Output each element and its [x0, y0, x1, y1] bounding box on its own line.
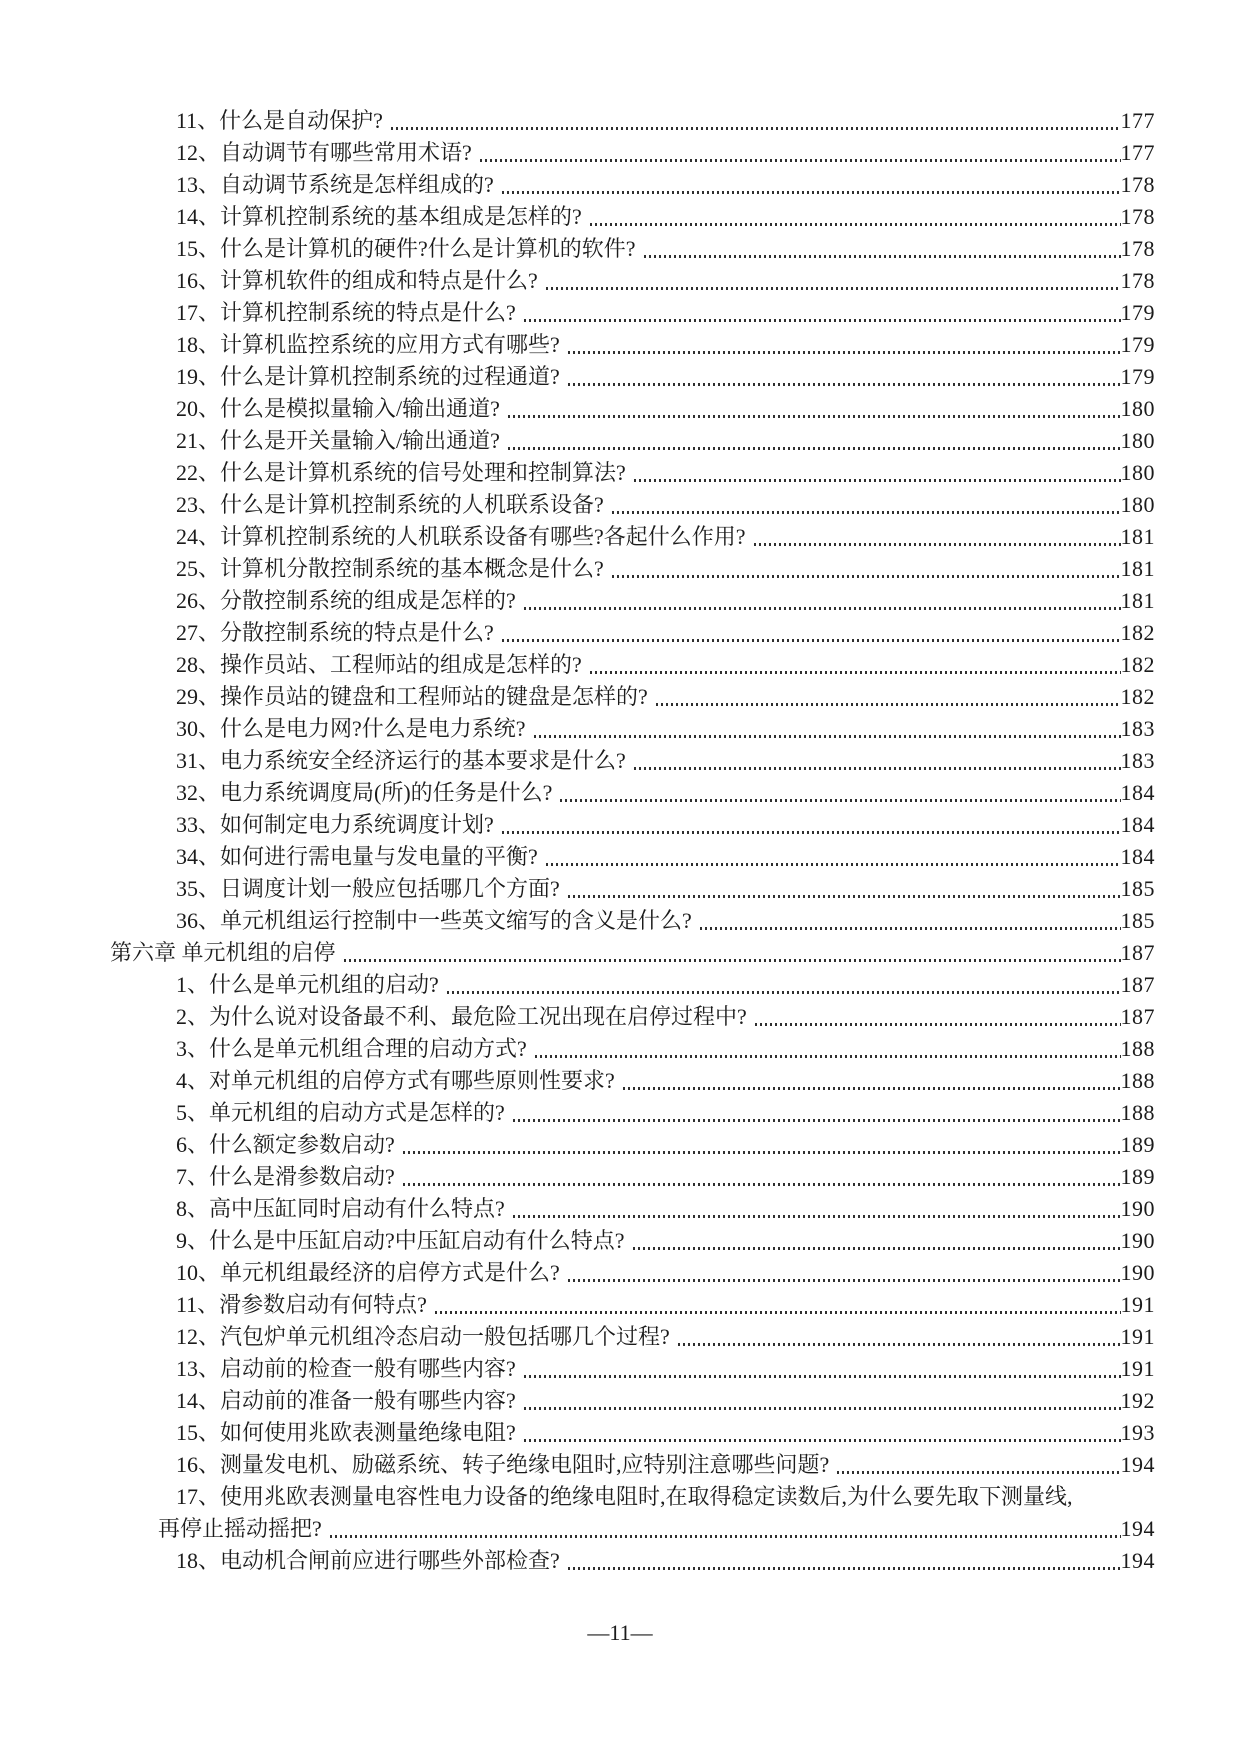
toc-entry-page: 182 [1120, 684, 1155, 709]
toc-entry-label: 27、分散控制系统的特点是什么? [176, 620, 494, 645]
dot-leader [391, 127, 1121, 130]
toc-entry-page: 194 [1120, 1548, 1155, 1573]
dot-leader [502, 639, 1121, 642]
toc-row [110, 105, 1155, 137]
toc-entry-page: 180 [1120, 460, 1155, 485]
toc-row [110, 297, 1155, 329]
toc-entry-page: 189 [1120, 1132, 1155, 1157]
toc-entry-page: 185 [1120, 876, 1155, 901]
page-number-footer [0, 1620, 1240, 1646]
toc-entry-page: 194 [1120, 1452, 1155, 1477]
toc-entry-page: 178 [1120, 268, 1155, 293]
dot-leader [447, 991, 1121, 994]
toc-entry-label: 28、操作员站、工程师站的组成是怎样的? [176, 652, 582, 677]
toc-row [110, 1193, 1155, 1225]
dot-leader [568, 1567, 1121, 1570]
toc-entry-label: 2、为什么说对设备最不利、最危险工况出现在启停过程中? [176, 1004, 747, 1029]
toc-row [110, 649, 1155, 681]
toc-entry-label: 13、自动调节系统是怎样组成的? [176, 172, 494, 197]
dot-leader [480, 159, 1121, 162]
dot-leader [568, 1279, 1121, 1282]
toc-row [110, 809, 1155, 841]
dot-leader [633, 1247, 1121, 1250]
toc-row [110, 841, 1155, 873]
toc-entry-label: 4、对单元机组的启停方式有哪些原则性要求? [176, 1068, 615, 1093]
dot-leader [644, 255, 1121, 258]
toc-entry-page: 191 [1120, 1292, 1155, 1317]
toc-row [110, 1353, 1155, 1385]
dot-leader [524, 319, 1121, 322]
toc-entry-page: 184 [1120, 812, 1155, 837]
toc-entry-page: 180 [1120, 428, 1155, 453]
toc-row [110, 1225, 1155, 1257]
toc-row [110, 681, 1155, 713]
toc-entry-label: 29、操作员站的键盘和工程师站的键盘是怎样的? [176, 684, 648, 709]
toc-row [110, 393, 1155, 425]
dot-leader [612, 511, 1121, 514]
toc-row [110, 169, 1155, 201]
dot-leader [612, 575, 1121, 578]
toc-entry-label: 3、什么是单元机组合理的启动方式? [176, 1036, 527, 1061]
dot-leader [508, 447, 1121, 450]
toc-entry-page: 181 [1120, 524, 1155, 549]
dot-leader [534, 735, 1121, 738]
toc-row [110, 1289, 1155, 1321]
toc-entry-label: 14、计算机控制系统的基本组成是怎样的? [176, 204, 582, 229]
toc-entry-label: 8、高中压缸同时启动有什么特点? [176, 1196, 505, 1221]
toc-entry-label: 第六章 单元机组的启停 [110, 940, 336, 965]
toc-row [110, 1257, 1155, 1289]
toc-entry-label: 16、计算机软件的组成和特点是什么? [176, 268, 538, 293]
toc-entry-page: 178 [1120, 204, 1155, 229]
toc-entry-page: 184 [1120, 844, 1155, 869]
dot-leader [590, 223, 1121, 226]
toc-row [110, 489, 1155, 521]
toc-entry-page: 183 [1120, 716, 1155, 741]
toc-row [110, 1481, 1155, 1513]
dot-leader [344, 959, 1121, 962]
dot-leader [403, 1151, 1121, 1154]
toc-row [110, 1001, 1155, 1033]
toc-entry-label: 26、分散控制系统的组成是怎样的? [176, 588, 516, 613]
toc-entry-page: 179 [1120, 332, 1155, 357]
toc-entry-page: 189 [1120, 1164, 1155, 1189]
dot-leader [513, 1215, 1121, 1218]
toc-entry-page: 180 [1120, 492, 1155, 517]
toc-entry-page: 181 [1120, 588, 1155, 613]
toc-entry-label: 1、什么是单元机组的启动? [176, 972, 439, 997]
dot-leader [524, 1407, 1121, 1410]
toc-entry-page: 193 [1120, 1420, 1155, 1445]
toc-row [110, 1129, 1155, 1161]
dot-leader [623, 1087, 1121, 1090]
toc-row [110, 585, 1155, 617]
dot-leader [568, 383, 1121, 386]
toc-row [110, 521, 1155, 553]
toc-entry-label: 19、什么是计算机控制系统的过程通道? [176, 364, 560, 389]
toc-entry-label: 23、什么是计算机控制系统的人机联系设备? [176, 492, 604, 517]
dot-leader [508, 415, 1121, 418]
toc-entry-label: 34、如何进行需电量与发电量的平衡? [176, 844, 538, 869]
toc-row [110, 1417, 1155, 1449]
toc-entry-label: 9、什么是中压缸启动?中压缸启动有什么特点? [176, 1228, 625, 1253]
toc-entry-label: 17、使用兆欧表测量电容性电力设备的绝缘电阻时,在取得稳定读数后,为什么要先取下测量线, [176, 1484, 1073, 1509]
toc-entry-page: 187 [1120, 940, 1155, 965]
toc-row [110, 137, 1155, 169]
toc-row [110, 361, 1155, 393]
toc-entry-page: 182 [1120, 620, 1155, 645]
toc-entry-label: 30、什么是电力网?什么是电力系统? [176, 716, 526, 741]
toc-entry-label: 11、滑参数启动有何特点? [176, 1292, 427, 1317]
dot-leader [754, 543, 1121, 546]
toc-entry-page: 182 [1120, 652, 1155, 677]
toc-row [110, 329, 1155, 361]
toc-entry-page: 178 [1120, 236, 1155, 261]
toc-row [110, 1321, 1155, 1353]
toc-entry-label: 5、单元机组的启动方式是怎样的? [176, 1100, 505, 1125]
toc-entry-label: 12、汽包炉单元机组冷态启动一般包括哪几个过程? [176, 1324, 670, 1349]
dot-leader [560, 799, 1120, 802]
toc-row [110, 937, 1155, 969]
toc-entry-label: 33、如何制定电力系统调度计划? [176, 812, 494, 837]
toc-entry-label: 10、单元机组最经济的启停方式是什么? [176, 1260, 560, 1285]
toc-row [110, 1161, 1155, 1193]
toc-row [110, 201, 1155, 233]
toc-entry-label: 24、计算机控制系统的人机联系设备有哪些?各起什么作用? [176, 524, 746, 549]
dot-leader [656, 703, 1121, 706]
toc-entry-label: 35、日调度计划一般应包括哪几个方面? [176, 876, 560, 901]
toc-entry-label: 31、电力系统安全经济运行的基本要求是什么? [176, 748, 626, 773]
toc-entry-page: 180 [1120, 396, 1155, 421]
toc-entry-page: 177 [1120, 140, 1155, 165]
dot-leader [755, 1023, 1121, 1026]
toc-entry-label: 21、什么是开关量输入/输出通道? [176, 428, 500, 453]
toc-entry-label: 12、自动调节有哪些常用术语? [176, 140, 472, 165]
toc-entry-label: 13、启动前的检查一般有哪些内容? [176, 1356, 516, 1381]
toc-row [110, 1097, 1155, 1129]
dot-leader [435, 1311, 1121, 1314]
dot-leader [524, 1375, 1121, 1378]
dot-leader [568, 351, 1121, 354]
page-number: —11— [587, 1620, 653, 1645]
toc-entry-label: 32、电力系统调度局(所)的任务是什么? [176, 780, 553, 805]
toc-entry-page: 178 [1120, 172, 1155, 197]
toc-row [110, 617, 1155, 649]
toc-row [110, 457, 1155, 489]
toc-entry-label: 7、什么是滑参数启动? [176, 1164, 395, 1189]
dot-leader [568, 895, 1121, 898]
toc-entry-label: 再停止摇动摇把? [158, 1516, 322, 1541]
toc-row [110, 1033, 1155, 1065]
toc-row [110, 905, 1155, 937]
toc-row [110, 873, 1155, 905]
dot-leader [502, 831, 1121, 834]
toc-entry-label: 22、什么是计算机系统的信号处理和控制算法? [176, 460, 626, 485]
toc-entry-page: 184 [1120, 780, 1155, 805]
toc-entry-page: 183 [1120, 748, 1155, 773]
toc-entry-label: 25、计算机分散控制系统的基本概念是什么? [176, 556, 604, 581]
toc-entry-label: 18、计算机监控系统的应用方式有哪些? [176, 332, 560, 357]
toc-entry-page: 177 [1120, 108, 1155, 133]
toc-row [110, 1449, 1155, 1481]
dot-leader [535, 1055, 1121, 1058]
toc-entry-label: 20、什么是模拟量输入/输出通道? [176, 396, 500, 421]
toc-entry-page: 190 [1120, 1260, 1155, 1285]
toc-entry-page: 185 [1120, 908, 1155, 933]
toc-row [110, 1513, 1155, 1545]
toc-row [110, 265, 1155, 297]
toc-entry-label: 11、什么是自动保护? [176, 108, 383, 133]
toc-entry-page: 188 [1120, 1100, 1155, 1125]
toc-row [110, 233, 1155, 265]
toc-entry-page: 179 [1120, 364, 1155, 389]
toc-entry-page: 191 [1120, 1324, 1155, 1349]
toc-entry-label: 15、如何使用兆欧表测量绝缘电阻? [176, 1420, 516, 1445]
toc-entry-label: 17、计算机控制系统的特点是什么? [176, 300, 516, 325]
toc-row [110, 745, 1155, 777]
toc-entry-page: 181 [1120, 556, 1155, 581]
dot-leader [590, 671, 1121, 674]
toc-entry-page: 187 [1120, 1004, 1155, 1029]
toc-entry-label: 6、什么额定参数启动? [176, 1132, 395, 1157]
toc-row [110, 553, 1155, 585]
dot-leader [513, 1119, 1121, 1122]
toc-entry-label: 18、电动机合闸前应进行哪些外部检查? [176, 1548, 560, 1573]
dot-leader [700, 927, 1121, 930]
dot-leader [634, 479, 1121, 482]
dot-leader [634, 767, 1121, 770]
toc-entry-label: 16、测量发电机、励磁系统、转子绝缘电阻时,应特别注意哪些问题? [176, 1452, 830, 1477]
dot-leader [330, 1535, 1121, 1538]
dot-leader [546, 863, 1121, 866]
toc-row [110, 425, 1155, 457]
toc-entry-page: 179 [1120, 300, 1155, 325]
toc-row [110, 969, 1155, 1001]
toc-entry-page: 188 [1120, 1068, 1155, 1093]
toc-entry-page: 192 [1120, 1388, 1155, 1413]
dot-leader [837, 1471, 1120, 1474]
toc-entry-page: 188 [1120, 1036, 1155, 1061]
toc-row [110, 777, 1155, 809]
toc-entry-page: 194 [1120, 1516, 1155, 1541]
toc-row [110, 1385, 1155, 1417]
toc-row [110, 1065, 1155, 1097]
toc-entry-page: 187 [1120, 972, 1155, 997]
toc-row [110, 1545, 1155, 1577]
dot-leader [524, 607, 1121, 610]
dot-leader [678, 1343, 1121, 1346]
toc-entry-label: 36、单元机组运行控制中一些英文缩写的含义是什么? [176, 908, 692, 933]
toc-row [110, 713, 1155, 745]
table-of-contents [110, 105, 1155, 1577]
toc-entry-label: 14、启动前的准备一般有哪些内容? [176, 1388, 516, 1413]
toc-entry-page: 190 [1120, 1196, 1155, 1221]
dot-leader [546, 287, 1121, 290]
dot-leader [524, 1439, 1121, 1442]
toc-entry-page: 190 [1120, 1228, 1155, 1253]
toc-entry-label: 15、什么是计算机的硬件?什么是计算机的软件? [176, 236, 636, 261]
dot-leader [502, 191, 1121, 194]
toc-entry-page: 191 [1120, 1356, 1155, 1381]
dot-leader [403, 1183, 1121, 1186]
